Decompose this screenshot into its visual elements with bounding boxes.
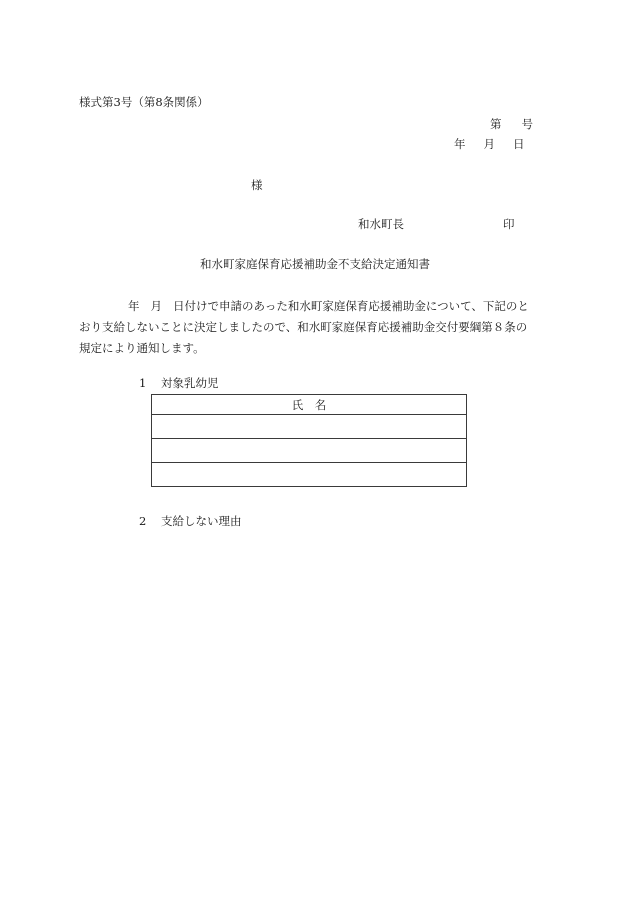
section-1-number: 1 [139,376,147,390]
body-line-3: 規定により通知します。 [79,341,205,355]
name-cell[interactable] [152,439,467,463]
section-1-label: 対象乳幼児 [161,376,219,390]
date-year: 年 [454,137,466,151]
body-line-2: おり支給しないことに決定しましたので、和水町家庭保育応援補助金交付要綱第８条の [79,320,528,334]
section-2-label: 支給しない理由 [161,514,242,528]
document-title: 和水町家庭保育応援補助金不支給決定通知書 [200,257,430,271]
document-date-line [454,139,525,151]
body-line-1 [79,296,553,317]
seal-mark: 印 [503,217,515,231]
number-prefix: 第 [490,117,502,131]
form-label: 様式第3号（第8条関係） [79,95,209,109]
addressee-suffix: 様 [251,178,263,192]
body-month: 月 [150,299,162,313]
section-2-number: 2 [139,514,147,528]
body-paragraph [79,296,553,359]
table-row [152,415,467,439]
children-table [151,394,467,487]
table-row [152,439,467,463]
name-cell[interactable] [152,463,467,487]
issuer-name: 和水町長 [358,217,404,231]
section-reason [139,516,242,528]
date-day: 日 [513,137,525,151]
section-target-children [139,378,219,390]
number-suffix: 号 [521,117,533,131]
body-line-1-rest: 日付けで申請のあった和水町家庭保育応援補助金について、下記のと [173,299,529,313]
table-header-row [152,395,467,415]
document-number-line [490,119,533,131]
body-year: 年 [128,299,140,313]
table-row [152,463,467,487]
date-month: 月 [483,137,495,151]
name-cell[interactable] [152,415,467,439]
name-column-header: 氏 名 [152,395,467,415]
